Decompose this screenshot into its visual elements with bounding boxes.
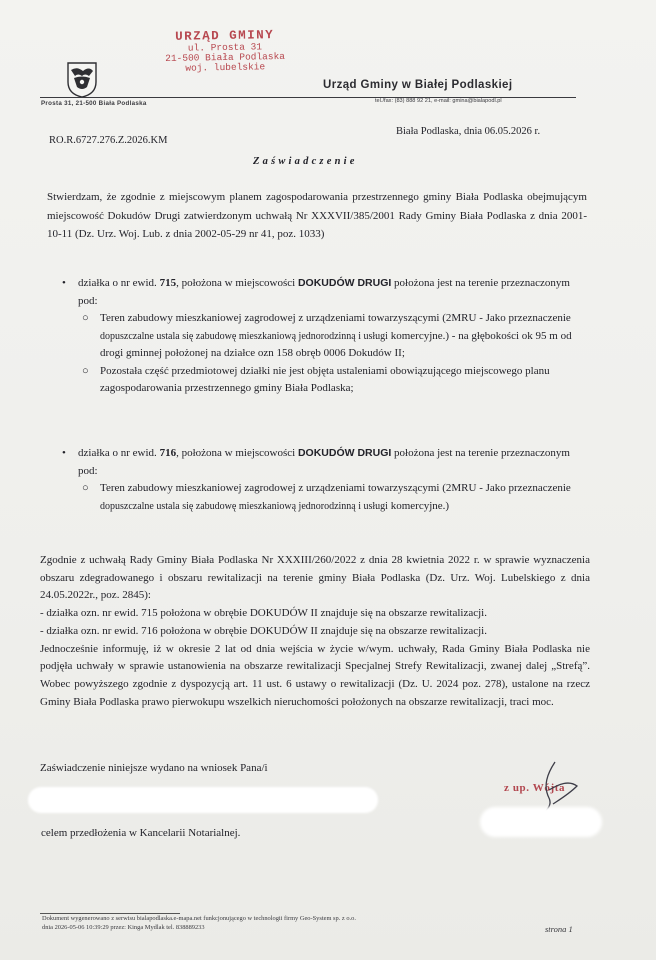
- plot-text: położona jest na terenie przeznaczonym pod:: [78, 277, 570, 307]
- plot-number: 716: [159, 447, 177, 459]
- bullet-icon: •: [62, 277, 66, 289]
- plot-text: działka o nr ewid.: [78, 277, 160, 289]
- circle-bullet-icon: ○: [82, 364, 89, 377]
- plot-heading: [60, 445, 590, 480]
- page-number: strona 1: [545, 924, 573, 934]
- plot-place: DOKUDÓW DRUGI: [297, 277, 392, 289]
- footer-line-2: dnia 2026-05-06 10:39:29 przez: Kinga Mydlak tel. 838889233: [42, 923, 205, 931]
- revitalization-section: [40, 552, 590, 711]
- zoning-item: [80, 363, 590, 398]
- stamp-line-4: woj. lubelskie: [185, 61, 266, 74]
- plot-list-item: [60, 445, 590, 515]
- circle-bullet-icon: ○: [82, 482, 89, 494]
- bullet-icon: •: [62, 447, 66, 459]
- issued-at-request: Zaświadczenie niniejsze wydano na wniosek Pana/i: [40, 762, 268, 774]
- zoning-text: komercyjne.) - na głębokości ok 95 m od drogi gminnej położonej na działce ozn 158 obręb 0006 Dokudów II;: [100, 329, 572, 359]
- plot-text: położona jest na terenie przeznaczonym pod:: [78, 447, 570, 477]
- plot-heading: [60, 275, 590, 310]
- redacted-signer-name: [480, 807, 602, 837]
- zoning-text: komercyjne.): [387, 499, 450, 512]
- zoning-text: Pozostała część przedmiotowej działki nie jest objęta ustaleniami obowiązującego miejscowego planu zagospodarowania przestrzennego gminy Biała Podlaska;: [100, 364, 550, 394]
- plot-list-item: [60, 275, 590, 398]
- plot-text: , położona w miejscowości: [176, 277, 298, 289]
- stamp-line-2: ul. Prosta 31: [187, 41, 263, 54]
- reference-number: RO.R.6727.276.Z.2026.KM: [49, 135, 168, 146]
- document-title: Zaświadczenie: [253, 156, 358, 167]
- redacted-applicant-name: [28, 787, 378, 813]
- preemption-paragraph: Jednocześnie informuję, iż w okresie 2 lat od dnia wejścia w życie w/wym. uchwały, Rada Gminy Biała Podlaska nie podjęła uchwały w sprawie ustanowienia na obszarze rewitalizacji Specjalnej Strefy Rewitalizacji, zwanej dalej „Strefą”. Wobec powyższego zgodnie z dyspozycją art. 11 ust. 6 ustawy o rewitalizacji (Dz. U. 2024 poz. 278), ustalone na rzecz Gminy Biała Podlaska prawo pierwokupu wszelkich nieruchomości położonych na obszarze rewitalizacji, traci moc.: [40, 642, 590, 708]
- plot-number: 715: [159, 277, 177, 289]
- revitalization-plot-716: - działka ozn. nr ewid. 716 położona w obrębie DOKUDÓW II znajduje się na obszarze rewitalizacji.: [40, 624, 487, 637]
- revitalization-plot-715: - działka ozn. nr ewid. 715 położona w obrębie DOKUDÓW II znajduje się na obszarze rewitalizacji.: [40, 607, 487, 620]
- revitalization-paragraph: Zgodnie z uchwałą Rady Gminy Biała Podlaska Nr XXXIII/260/2022 z dnia 28 kwietnia 2022 r. w sprawie wyznaczenia obszaru zdegradowanego i obszaru rewitalizacji na terenie gminy Biała Podlaska (Dz. Urz. Woj. Lubelskiego z dnia 24.05.2022r., poz. 2845):: [40, 554, 590, 602]
- plot-place: DOKUDÓW DRUGI: [297, 447, 392, 459]
- intro-paragraph: Stwierdzam, że zgodnie z miejscowym planem zagospodarowania przestrzennego gminy Biała Podlaska obejmującym miejscowość Dokudów Drugi zatwierdzonym uchwałą Nr XXXVII/385/2001 Rady Gminy Biała Podlaska z dnia 2001-10-11 (Dz. Urz. Woj. Lub. z dnia 2002-05-29 nr 41, poz. 1033): [47, 191, 587, 241]
- signer-stamp: z up. Wójta: [504, 782, 566, 794]
- zoning-text: dopuszczalne ustala się zabudowę mieszkaniową jednorodzinną i usługi: [100, 500, 388, 512]
- office-name-heading: Urząd Gminy w Białej Podlaskiej: [323, 79, 513, 91]
- zoning-text: Teren zabudowy mieszkaniowej zagrodowej z urządzeniami towarzyszącymi (2MRU - Jako przeznaczenie: [100, 482, 571, 494]
- zoning-text: dopuszczalne ustala się zabudowę mieszkaniową jednorodzinną i usługi: [100, 330, 388, 342]
- coat-of-arms-icon: [67, 62, 97, 98]
- footer-divider: [40, 913, 180, 914]
- zoning-item: [80, 310, 590, 363]
- office-address: Prosta 31, 21-500 Biała Podlaska: [41, 100, 147, 107]
- place-and-date: Biała Podlaska, dnia 06.05.2026 r.: [396, 126, 541, 137]
- plot-text: działka o nr ewid.: [78, 447, 160, 459]
- circle-bullet-icon: ○: [82, 312, 89, 324]
- zoning-item: [80, 480, 590, 515]
- plot-text: , położona w miejscowości: [176, 447, 298, 459]
- office-contact: tel./fax: (83) 888 92 21, e-mail: gmina@bialapodl.pl: [375, 98, 502, 104]
- footer-line-1: Dokument wygenerowano z serwisu bialapodlaska.e-mapa.net funkcjonującego w technologii firmy Geo-System sp. z o.o.: [42, 915, 356, 922]
- office-stamp: [150, 29, 301, 75]
- stamp-line-3: 21-500 Biała Podlaska: [165, 51, 286, 65]
- purpose-statement: celem przedłożenia w Kancelarii Notarialnej.: [41, 827, 241, 839]
- stamp-line-1: URZĄD GMINY: [175, 28, 275, 44]
- footer-note: [42, 915, 356, 932]
- zoning-text: Teren zabudowy mieszkaniowej zagrodowej z urządzeniami towarzyszącymi (2MRU - Jako przeznaczenie: [100, 312, 571, 324]
